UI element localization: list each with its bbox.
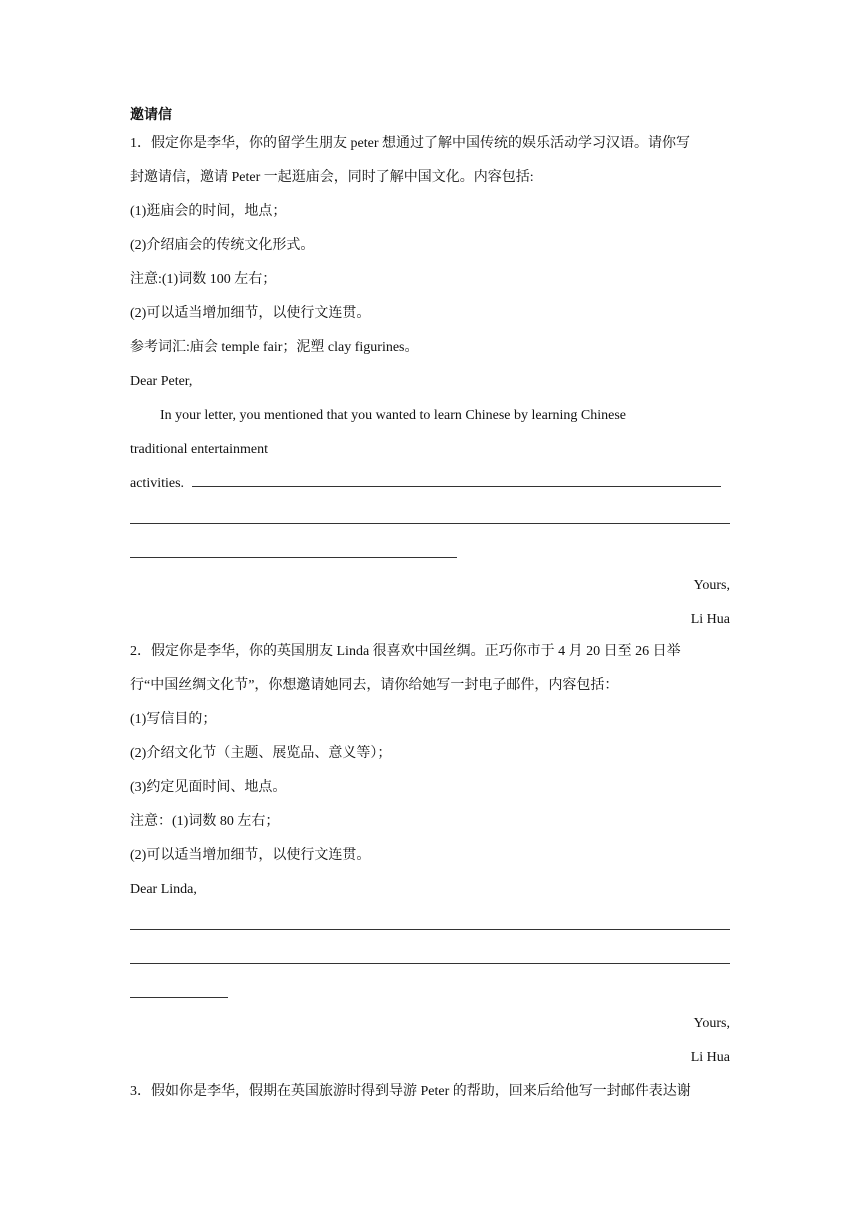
q1-body-line3-text: activities. [130, 476, 185, 491]
q2-closing: Yours, [693, 1016, 730, 1031]
q1-body-line2: traditional entertainment [130, 442, 269, 457]
q2-requirement-1: (1)写信目的； [130, 712, 217, 727]
q1-prompt-line1: 1．假定你是李华，你的留学生朋友 peter 想通过了解中国传统的娱乐活动学习汉语。请你写 [130, 136, 690, 151]
q2-note-1: 注意：(1)词数 80 左右； [130, 814, 280, 829]
q1-vocabulary: 参考词汇:庙会 temple fair；泥塑 clay figurines。 [130, 340, 419, 355]
q2-answer-line-2[interactable] [130, 963, 730, 964]
section-title: 邀请信 [130, 108, 172, 123]
q1-note-1: 注意:(1)词数 100 左右； [130, 272, 277, 287]
q3-prompt-line1: 3．假如你是李华，假期在英国旅游时得到导游 Peter 的帮助，回来后给他写一封邮件表达谢 [130, 1084, 691, 1099]
q1-closing: Yours, [693, 578, 730, 593]
q2-answer-line-3[interactable] [130, 997, 228, 998]
q2-requirement-2: (2)介绍文化节（主题、展览品、意义等）； [130, 746, 392, 761]
q1-signature: Li Hua [690, 612, 730, 627]
q2-requirement-3: (3)约定见面时间、地点。 [130, 780, 287, 795]
q1-requirement-2: (2)介绍庙会的传统文化形式。 [130, 238, 315, 253]
q1-salutation: Dear Peter, [130, 374, 193, 389]
q1-body-line1: In your letter, you mentioned that you wanted to learn Chinese by learning Chinese [160, 408, 626, 423]
q2-note-2: (2)可以适当增加细节，以使行文连贯。 [130, 848, 371, 863]
q1-prompt-line2: 封邀请信，邀请 Peter 一起逛庙会，同时了解中国文化。内容包括: [130, 170, 534, 185]
q1-body-line3 [130, 474, 730, 494]
q1-note-2: (2)可以适当增加细节，以使行文连贯。 [130, 306, 371, 321]
q2-prompt-line1: 2．假定你是李华，你的英国朋友 Linda 很喜欢中国丝绸。正巧你市于 4 月 20 日至 26 日举 [130, 644, 681, 659]
q2-prompt-line2: 行“中国丝绸文化节”，你想邀请她同去，请你给她写一封电子邮件，内容包括： [130, 678, 619, 693]
q2-signature: Li Hua [690, 1050, 730, 1065]
q1-requirement-1: (1)逛庙会的时间，地点； [130, 204, 287, 219]
q1-answer-line-1[interactable] [130, 523, 730, 524]
q2-salutation: Dear Linda, [130, 882, 197, 897]
q2-answer-line-1[interactable] [130, 929, 730, 930]
q1-answer-line-2[interactable] [130, 557, 457, 558]
q1-answer-blank-inline[interactable] [192, 485, 721, 487]
